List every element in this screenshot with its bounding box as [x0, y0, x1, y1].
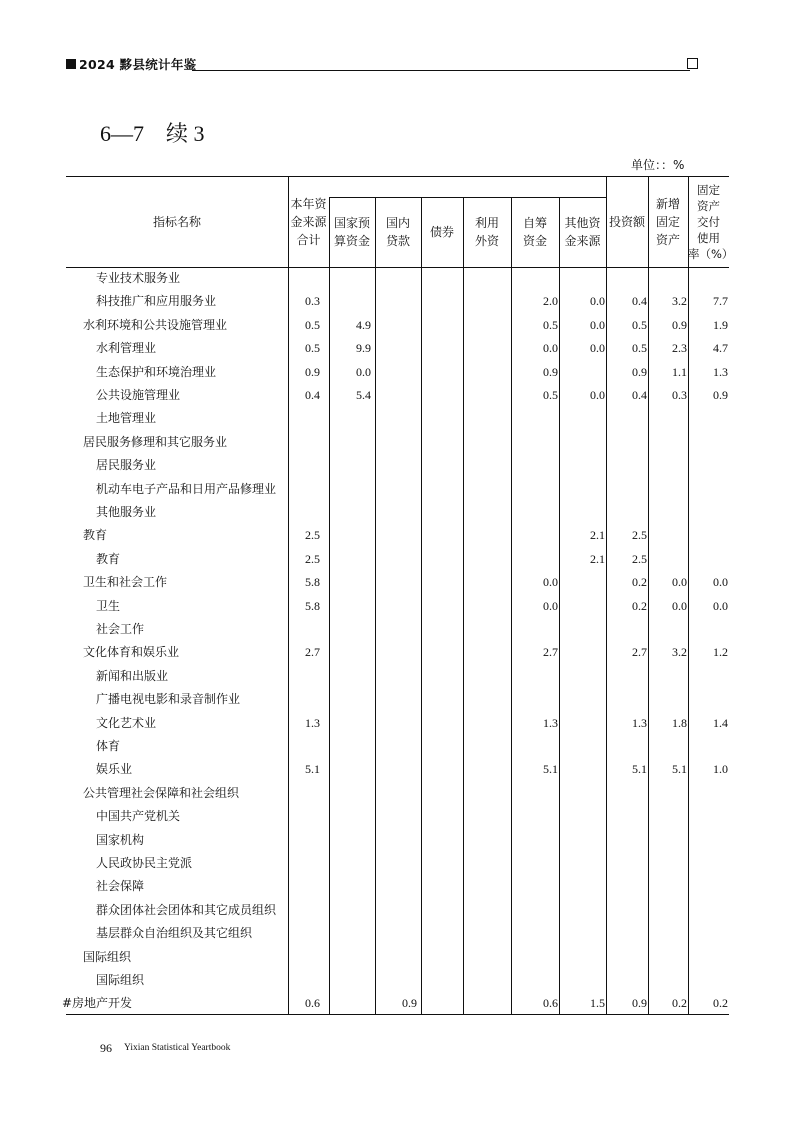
- cell-c8: 0.4: [632, 294, 647, 309]
- row-label: 基层群众自治组织及其它组织: [96, 926, 253, 941]
- table-row: [66, 922, 729, 945]
- cell-c1: 0.4: [305, 388, 320, 402]
- column-header-c7: 其他资 金来源: [564, 216, 601, 248]
- column-header-c3: 国内 贷款: [385, 216, 410, 248]
- row-label: 科技推广和应用服务业: [96, 294, 217, 309]
- cell-c8: 0.5: [632, 341, 647, 356]
- table-row: [66, 478, 729, 501]
- cell-c1: 5.8: [305, 575, 320, 590]
- cell-c8: 0.2: [632, 575, 647, 590]
- cell-c1: 5.8: [305, 598, 320, 613]
- row-label: 人民政协民主党派: [96, 856, 193, 870]
- cell-c7: 1.5: [590, 996, 605, 1011]
- cell-c8: 2.5: [632, 528, 647, 543]
- cell-c7: 0.0: [590, 388, 605, 402]
- cell-c10: 0.0: [713, 575, 728, 590]
- header-square-icon: [66, 59, 76, 69]
- running-header: [66, 57, 698, 73]
- cell-c6: 0.9: [543, 364, 558, 379]
- row-label: #房地产开发: [62, 996, 133, 1011]
- cell-c10: 0.0: [713, 598, 728, 613]
- cell-c6: 5.1: [543, 762, 558, 777]
- table-row: [66, 899, 729, 922]
- row-label: 教育: [96, 551, 121, 566]
- row-label: 机动车电子产品和日用产品修理业: [96, 481, 277, 496]
- cell-c6: 0.0: [543, 341, 558, 356]
- footer-text: Yixian Statistical Yeartbook: [124, 1043, 231, 1053]
- cell-c9: 3.2: [672, 294, 687, 309]
- row-label: 生态保护和环境治理业: [96, 364, 217, 379]
- table-row: [66, 454, 729, 477]
- column-header-name: 指标名称: [152, 215, 201, 229]
- page-number: 96: [100, 1041, 112, 1055]
- row-label: 国家机构: [96, 832, 145, 847]
- table-row: [66, 595, 729, 618]
- column-header-c9: 新增 固定 资产: [655, 197, 680, 247]
- cell-c1: 5.1: [305, 762, 320, 777]
- cell-c6: 0.5: [543, 317, 558, 332]
- table-row: [62, 992, 729, 1015]
- row-label: 其他服务业: [96, 505, 157, 519]
- row-label: 水利管理业: [96, 341, 157, 356]
- column-header-c10: 固定 资产 交付 使用 率（%）: [688, 183, 734, 261]
- row-label: 水利环境和公共设施管理业: [83, 317, 228, 332]
- cell-c3: 0.9: [402, 996, 417, 1011]
- cell-c8: 0.4: [632, 388, 647, 402]
- cell-c9: 3.2: [672, 645, 687, 660]
- table-row: [66, 431, 729, 454]
- header-rule: [192, 70, 690, 71]
- cell-c9: 1.1: [672, 364, 687, 379]
- column-header-c1: 本年资 金来源 合计: [290, 197, 327, 247]
- row-label: 公共管理社会保障和社会组织: [83, 785, 240, 800]
- table-row: [66, 407, 729, 430]
- cell-c8: 0.5: [632, 317, 647, 332]
- row-label: 国际组织: [96, 973, 145, 987]
- table-row: [66, 384, 729, 407]
- cell-c7: 0.0: [590, 341, 605, 356]
- cell-c6: 0.0: [543, 598, 558, 613]
- yearbook-title: 2024 黟县统计年鉴: [79, 57, 197, 72]
- table-row: [66, 571, 729, 594]
- row-label: 卫生和社会工作: [83, 575, 168, 590]
- cell-c6: 0.6: [543, 996, 558, 1011]
- row-label: 社会工作: [96, 622, 145, 636]
- cell-c10: 7.7: [713, 294, 728, 309]
- cell-c6: 0.5: [543, 388, 558, 402]
- cell-c9: 2.3: [672, 341, 687, 356]
- cell-c1: 2.5: [305, 528, 320, 543]
- cell-c1: 2.5: [305, 551, 320, 566]
- column-header-c2: 国家预 算资金: [333, 216, 370, 248]
- cell-c7: 0.0: [590, 317, 605, 332]
- cell-c10: 4.7: [713, 341, 728, 356]
- row-label: 广播电视电影和录音制作业: [96, 692, 241, 707]
- row-label: 社会保障: [96, 879, 145, 894]
- cell-c2: 9.9: [356, 341, 371, 356]
- table-row: [66, 267, 729, 290]
- column-header-c4: 债券: [429, 225, 454, 239]
- row-label: 中国共产党机关: [96, 809, 181, 824]
- cell-c9: 1.8: [672, 715, 687, 730]
- row-label: 专业技术服务业: [96, 271, 181, 285]
- row-label: 卫生: [96, 598, 121, 613]
- cell-c2: 4.9: [356, 317, 371, 332]
- column-header-c8: 投资额: [608, 215, 645, 229]
- table-row: [66, 852, 729, 875]
- table-row: [66, 875, 729, 898]
- cell-c8: 1.3: [632, 715, 647, 730]
- cell-c8: 0.9: [632, 364, 647, 379]
- cell-c6: 2.7: [543, 645, 558, 660]
- cell-c10: 0.9: [713, 388, 728, 402]
- cell-c10: 1.3: [713, 364, 728, 379]
- cell-c1: 2.7: [305, 645, 320, 660]
- cell-c9: 0.0: [672, 575, 687, 590]
- table-row: [66, 665, 729, 688]
- cell-c8: 2.7: [632, 645, 647, 660]
- row-label: 居民服务业: [96, 458, 157, 473]
- cell-c10: 1.2: [713, 645, 728, 660]
- cell-c2: 0.0: [356, 364, 371, 379]
- row-label: 国际组织: [83, 949, 132, 964]
- table-row: [66, 758, 729, 781]
- table-row: [66, 314, 729, 337]
- table-row: [66, 524, 729, 547]
- cell-c9: 0.3: [672, 388, 687, 402]
- cell-c7: 2.1: [590, 528, 605, 543]
- cell-c9: 0.0: [672, 598, 687, 613]
- cell-c8: 2.5: [632, 551, 647, 566]
- cell-c6: 0.0: [543, 575, 558, 590]
- unit-label: 单位：：%: [631, 158, 685, 172]
- cell-c6: 1.3: [543, 715, 558, 730]
- table-row: [66, 290, 729, 313]
- cell-c10: 1.0: [713, 762, 728, 777]
- row-label: 土地管理业: [96, 411, 157, 426]
- table-title: 6—7 续 3: [100, 121, 205, 146]
- cell-c1: 1.3: [305, 715, 320, 730]
- table-row: [66, 501, 729, 524]
- cell-c1: 0.5: [305, 341, 320, 356]
- table-row: [66, 688, 729, 711]
- table-row: [66, 548, 729, 571]
- table-row: [66, 946, 729, 969]
- cell-c7: 2.1: [590, 551, 605, 566]
- cell-c2: 5.4: [356, 388, 371, 402]
- cell-c1: 0.9: [305, 364, 320, 379]
- table-row: [66, 969, 729, 992]
- table-row: [66, 337, 729, 360]
- row-label: 群众团体社会团体和其它成员组织: [96, 902, 277, 917]
- cell-c9: 0.9: [672, 317, 687, 332]
- row-label: 教育: [83, 528, 108, 543]
- table-row: [66, 361, 729, 384]
- table-row: [66, 712, 729, 735]
- table-row: [66, 641, 729, 664]
- row-label: 公共设施管理业: [96, 388, 181, 402]
- cell-c10: 1.9: [713, 317, 728, 332]
- table-row: [66, 735, 729, 758]
- cell-c6: 2.0: [543, 294, 558, 309]
- row-label: 居民服务修理和其它服务业: [83, 434, 228, 449]
- column-header-c5: 利用 外资: [474, 216, 499, 248]
- cell-c7: 0.0: [590, 294, 605, 309]
- row-label: 娱乐业: [96, 762, 133, 777]
- cell-c1: 0.3: [305, 294, 320, 309]
- row-label: 文化体育和娱乐业: [83, 645, 180, 660]
- row-label: 体育: [96, 739, 121, 753]
- cell-c8: 0.2: [632, 598, 647, 613]
- header-box-icon: [687, 58, 698, 69]
- table-row: [66, 782, 729, 805]
- cell-c1: 0.5: [305, 317, 320, 332]
- cell-c1: 0.6: [305, 996, 320, 1011]
- table-row: [66, 618, 729, 641]
- column-header-c6: 自筹 资金: [522, 216, 547, 248]
- row-label: 新闻和出版业: [96, 668, 169, 683]
- cell-c8: 0.9: [632, 996, 647, 1011]
- cell-c8: 5.1: [632, 762, 647, 777]
- row-label: 文化艺术业: [96, 715, 157, 730]
- table-row: [66, 829, 729, 852]
- cell-c9: 5.1: [672, 762, 687, 777]
- table-row: [66, 805, 729, 828]
- cell-c9: 0.2: [672, 996, 687, 1011]
- cell-c10: 0.2: [713, 996, 728, 1011]
- cell-c10: 1.4: [713, 715, 728, 730]
